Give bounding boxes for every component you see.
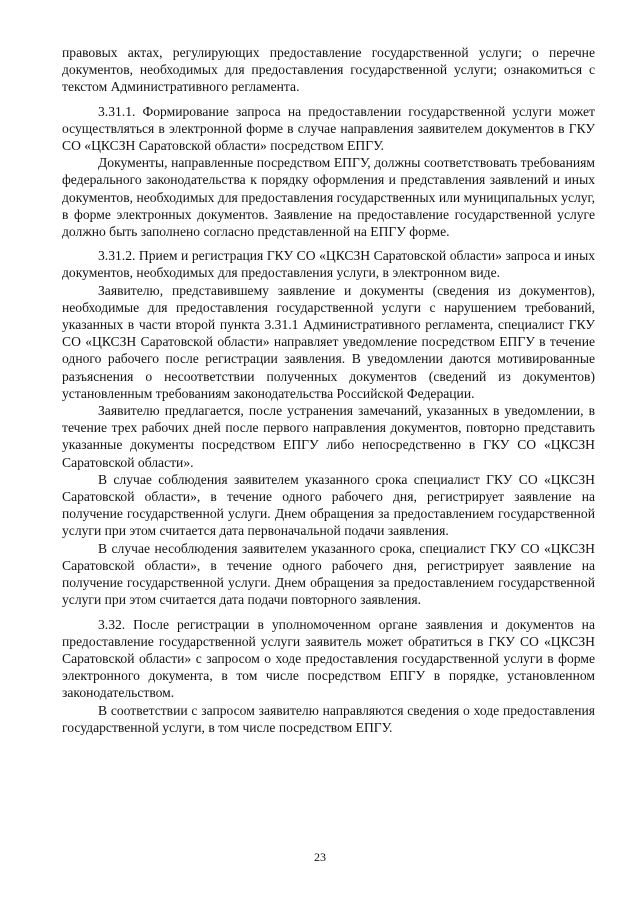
paragraph-deadline-met: В случае соблюдения заявителем указанного срока специалист ГКУ СО «ЦКСЗН Саратовской области», в течение одного рабочего дня, регистрирует заявление на получение государственной услуги. Днем обращения за предоставлением государственной услуги при этом считается дата первоначальной подачи заявления.: [62, 471, 595, 539]
page-number: 23: [314, 850, 326, 864]
paragraph-status-info: В соответствии с запросом заявителю направляются сведения о ходе предоставления государственной услуги, в том числе посредством ЕПГУ.: [62, 702, 595, 735]
paragraph-resubmission: Заявителю предлагается, после устранения замечаний, указанных в уведомлении, в течение трех рабочих дней после первого направления документов, повторно представить указанные документы посредством ЕПГУ либо непосредственно в ГКУ СО «ЦКСЗН Саратовской области».: [62, 403, 595, 470]
paragraph-notification: Заявителю, представившему заявление и документы (сведения из документов), необходимые для предоставления государственной услуги с нарушением требований, указанных в части второй пункта 3.31.1 Административного регламента, специалист ГКУ СО «ЦКСЗН Саратовской области» направляет уведомление посредством ЕПГУ в течение одного рабочего после регистрации заявления. В уведомлении даются мотивированные разъяснения о несоответствии полученных документов (сведений из документов) установленным требованиям законодательства Российской Федерации.: [62, 282, 595, 401]
paragraph-deadline-missed: В случае несоблюдения заявителем указанного срока, специалист ГКУ СО «ЦКСЗН Саратовской области», в течение одного рабочего дня, регистрирует заявление на получение государственной услуги. Днем обращения за предоставлением государственной услуги при этом считается дата подачи повторного заявления.: [62, 540, 595, 608]
paragraph-3-32: 3.32. После регистрации в уполномоченном органе заявления и документов на предоставление государственной услуги заявитель может обратиться в ГКУ СО «ЦКСЗН Саратовской области» с запросом о ходе предоставления государственной услуги в форме электронного документа, в том числе посредством ЕПГУ в порядке, установленном законодательством.: [62, 616, 595, 701]
paragraph-continuation: правовых актах, регулирующих предоставление государственной услуги; о перечне документов, необходимых для предоставления государственной услуги; ознакомиться с текстом Административного регламента.: [62, 45, 595, 95]
paragraph-epgu-documents: Документы, направленные посредством ЕПГУ, должны соответствовать требованиям федерального законодательства к порядку оформления и представления заявлений и иных документов, необходимых для предоставления государственных или муниципальных услуг, в форме электронных документов. Заявление на предоставление государственной услуге должно быть заполнено согласно представленной на ЕПГУ форме.: [62, 155, 595, 240]
body-text: [62, 44, 595, 736]
paragraph-3-31-2: 3.31.2. Прием и регистрация ГКУ СО «ЦКСЗН Саратовской области» запроса и иных документов, необходимых для предоставления услуги, в электронном виде.: [62, 248, 595, 281]
paragraph-3-31-1: 3.31.1. Формирование запроса на предоставлении государственной услуги может осуществляться в электронной форме в случае направления заявителем документов в ГКУ СО «ЦКСЗН Саратовской области» посредством ЕПГУ.: [62, 103, 595, 154]
